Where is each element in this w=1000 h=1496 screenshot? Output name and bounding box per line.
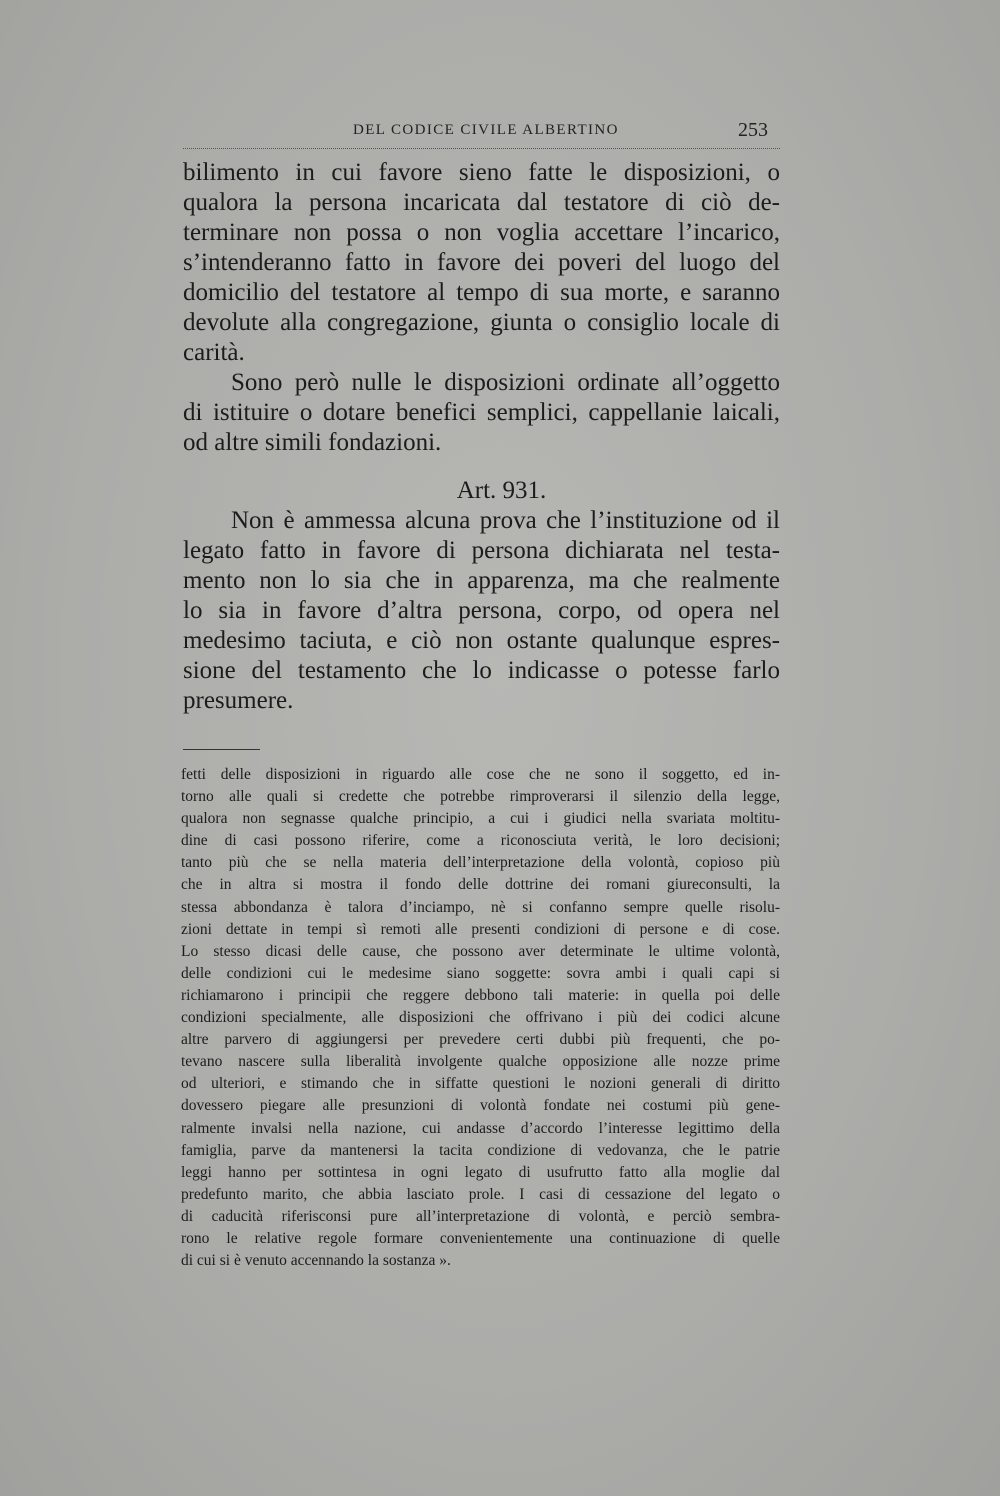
text-line: legato fatto in favore di persona dichiarata nel testa- bbox=[183, 537, 780, 564]
page-header bbox=[183, 119, 780, 152]
footnote-line: od ulteriori, e stimando che in siffatte questioni le nozioni generali di diritto bbox=[181, 1075, 780, 1093]
text-line: bilimento in cui favore sieno fatte le disposizioni, o bbox=[183, 159, 780, 186]
text-line: s’intenderanno fatto in favore dei poveri del luogo del bbox=[183, 249, 780, 276]
text-line: mento non lo sia che in apparenza, ma che realmente bbox=[183, 567, 780, 594]
footnote-line: fetti delle disposizioni in riguardo alle cose che ne sono il soggetto, ed in- bbox=[181, 766, 780, 783]
footnote-line: che in altra si mostra il fondo delle dottrine dei romani giureconsulti, la bbox=[181, 876, 780, 894]
footnote-line: qualora non segnasse qualche principio, a cui i giudici nella svariata moltitu- bbox=[181, 810, 780, 828]
text-line: carità. bbox=[183, 339, 245, 366]
footnote-line: dine di casi possono riferire, come a riconosciuta verità, le loro decisioni; bbox=[181, 832, 780, 850]
text-line: lo sia in favore d’altra persona, corpo, od opera nel bbox=[183, 597, 780, 624]
footnote bbox=[181, 764, 780, 1272]
text-line: devolute alla congregazione, giunta o consiglio locale di bbox=[183, 309, 780, 336]
paragraph-continuation bbox=[183, 158, 780, 368]
text-line: terminare non possa o non voglia accettare l’incarico, bbox=[183, 219, 780, 246]
paragraph-nullity bbox=[183, 368, 780, 458]
footnote-line: stessa abbondanza è talora d’inciampo, nè si confanno sempre quelle risolu- bbox=[181, 898, 780, 916]
footnote-line: zioni dettate in tempi sì remoti alle presenti condizioni di persone e di cose. bbox=[181, 920, 780, 938]
footnote-line: torno alle quali si credette che potrebbe rimproverarsi il silenzio della legge, bbox=[181, 788, 780, 806]
text-line: od altre simili fondazioni. bbox=[183, 429, 442, 456]
text-line: Non è ammessa alcuna prova che l’instituzione od il bbox=[231, 507, 780, 534]
text-line: presumere. bbox=[183, 687, 294, 714]
footnote-line: ralmente invalsi nella nazione, cui andasse d’accordo l’interesse legittimo della bbox=[181, 1119, 780, 1137]
footnote-rule bbox=[183, 749, 260, 750]
header-rule bbox=[183, 148, 780, 149]
text-line: qualora la persona incaricata dal testatore di ciò de- bbox=[183, 189, 780, 216]
footnote-line: leggi hanno per sottintesa in ogni legato di usufrutto fatto alla moglie dal bbox=[181, 1163, 780, 1181]
text-line: di istituire o dotare benefici semplici, cappellanie laicali, bbox=[183, 399, 780, 426]
footnote-line: condizioni specialmente, alle disposizioni che offrivano i più dei codici alcune bbox=[181, 1009, 780, 1027]
footnote-line: dovessero piegare alle presunzioni di volontà fondate nei costumi più gene- bbox=[181, 1097, 780, 1115]
text-line: Sono però nulle le disposizioni ordinate all’oggetto bbox=[231, 369, 780, 396]
page-number: 253 bbox=[738, 119, 768, 141]
footnote-line: delle condizioni cui le medesime siano soggette: sovra ambi i quali capi si bbox=[181, 964, 780, 982]
footnote-line: famiglia, parve da mantenersi la tacita condizione di vedovanza, che le patrie bbox=[181, 1141, 780, 1159]
text-line: sione del testamento che lo indicasse o potesse farlo bbox=[183, 657, 780, 684]
footnote-line: di caducità riferisconsi pure all’interpretazione di volontà, e perciò sembra- bbox=[181, 1207, 780, 1225]
footnote-line: Lo stesso dicasi delle cause, che possono aver determinate le ultime volontà, bbox=[181, 942, 780, 960]
footnote-line: di cui si è venuto accennando la sostanza ». bbox=[181, 1252, 451, 1270]
footnote-line: altre parvero di aggiungersi per prevedere certi dubbi più frequenti, che po- bbox=[181, 1031, 780, 1049]
footnote-line: richiamarono i principii che reggere debbono tali materie: in quella poi delle bbox=[181, 986, 780, 1004]
text-line: domicilio del testatore al tempo di sua morte, e saranno bbox=[183, 279, 780, 306]
footnote-line: rono le relative regole formare convenientemente una continuazione di quelle bbox=[181, 1229, 780, 1247]
footnote-line: tevano nascere sulla liberalità involgente qualche opposizione alle nozze prime bbox=[181, 1053, 780, 1071]
footnote-line: tanto più che se nella materia dell’interpretazione della volontà, copioso più bbox=[181, 854, 780, 872]
footnote-line: predefunto marito, che abbia lasciato prole. I casi di cessazione del legato o bbox=[181, 1185, 780, 1203]
article-heading: Art. 931. bbox=[456, 477, 547, 504]
main-text bbox=[183, 158, 780, 716]
running-title: DEL CODICE CIVILE ALBERTINO bbox=[353, 122, 619, 138]
paragraph-article-931 bbox=[183, 506, 780, 716]
text-line: medesimo taciuta, e ciò non ostante qualunque espres- bbox=[183, 627, 780, 654]
